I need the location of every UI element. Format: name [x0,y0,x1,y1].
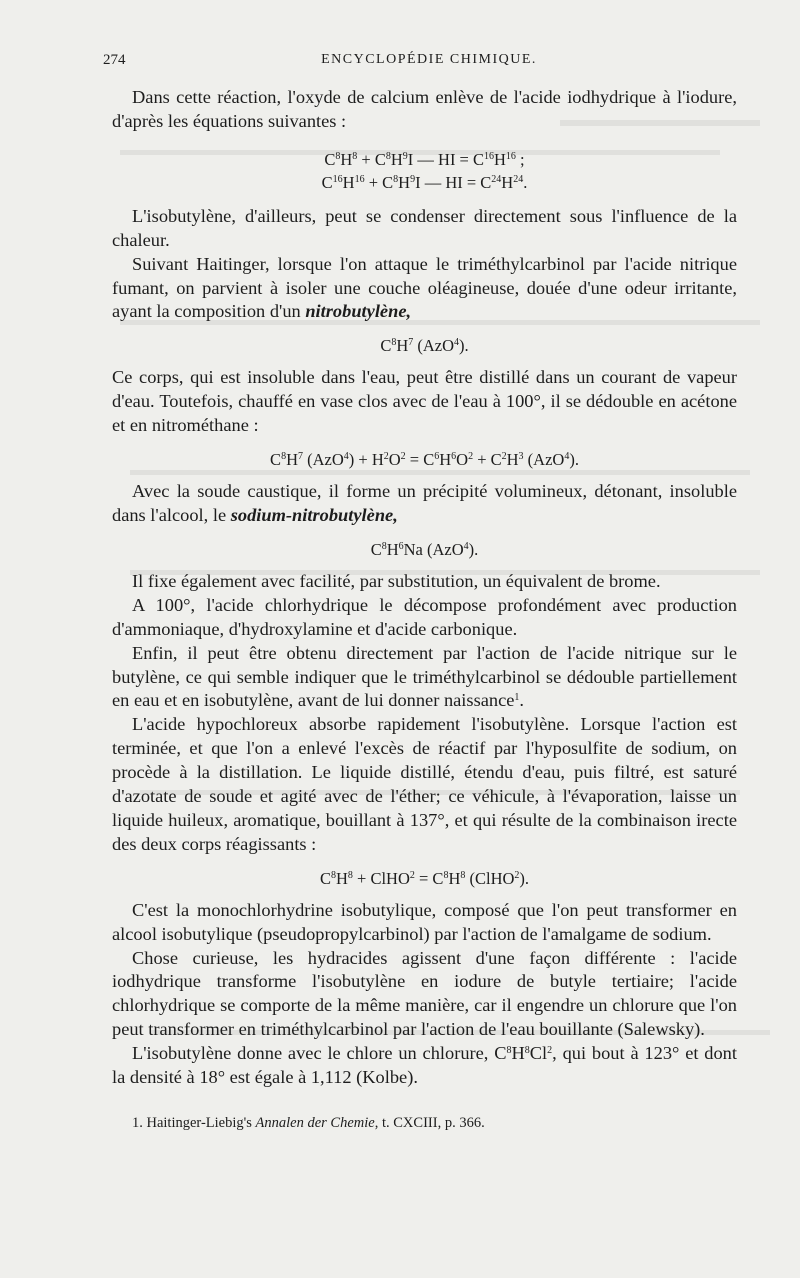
paragraph: A 100°, l'acide chlorhydrique le décompose profondément avec production d'ammoniaque, d'hydroxylamine et d'acide carbonique. [112,594,737,639]
equation: $C^8H^7$ (AzO$^4$). [380,336,469,356]
footnote: 1. Haitinger-Liebig's Annalen der Chemie, t. CXCIII, p. 366. [132,1115,485,1131]
equation: $C^8H^7$ $(AzO^4) + H^2O^2 = C^6H^6O^2 + C^2H^3$ (AzO$^4$). [270,450,579,470]
paragraph: C'est la monochlorhydrine isobutylique, composé que l'on peut transformer en alcool isobutylique (pseudopropylcarbinol) par l'action de l'amalgame de sodium. [112,899,737,944]
page-body [112,86,737,1132]
paragraph: Avec la soude caustique, il forme un précipité volumineux, détonant, insoluble dans l'alcool, le sodium-nitrobutylène, [112,481,737,525]
equation: $C^8H^8 + C^8H^9I$ — HI = $C^{16}H^{16}$ ; [324,149,525,169]
paragraph: Il fixe également avec facilité, par substitution, un équivalent de brome. [132,570,661,591]
page-number: 274 [103,52,126,68]
page-header [103,52,755,76]
paragraph: Ce corps, qui est insoluble dans l'eau, peut être distillé dans un courant de vapeur d'eau. Toutefois, chauffé en vase clos avec de l'eau à 100°, il se dédouble en acétone et en nitrométhane : [112,367,737,436]
equation: $C^{16}H^{16} + C^8H^9I$ — HI = $C^{24}H^{24}$. [321,172,528,192]
paragraph: Enfin, il peut être obtenu directement par l'action de l'acide nitrique sur le butylène, ce qui semble indiquer que le triméthylcarbinol se dédouble partiellement en eau et en isobutylène, avant de lui donner naissance$^1$. [112,642,737,711]
paragraph: L'isobutylène, d'ailleurs, peut se condenser directement sous l'influence de la chaleur. [112,205,737,250]
paragraph: L'acide hypochloreux absorbe rapidement l'isobutylène. Lorsque l'action est terminée, et que l'on a enlevé l'excès de réactif par l'hyposulfite de sodium, on procède à la distillation. Le liquide distillé, étendu d'eau, puis filtré, est saturé d'azotate de soude et agité avec de l'éther; ce véhicule, à l'évaporation, laisse un liquide huileux, aromatique, bouillant à 137°, et qui résulte de la combinaison irecte des deux corps réagissants : [112,714,737,854]
paragraph: Suivant Haitinger, lorsque l'on attaque le triméthylcarbinol par l'acide nitrique fumant, on parvient à isoler une couche oléagineuse, douée d'une odeur irritante, ayant la composition d'un nitrobutylène, [112,253,737,322]
equation: $C^8H^8$ + ClHO$^2$ = $C^8H^8$ (ClHO$^2$). [319,868,530,888]
paragraph: Dans cette réaction, l'oxyde de calcium enlève de l'acide iodhydrique à l'iodure, d'après les équations suivantes : [112,87,737,131]
equation: $C^8H^6Na$ (AzO$^4$). [370,539,479,559]
running-title: ENCYCLOPÉDIE CHIMIQUE. [321,52,537,67]
paragraph: L'isobutylène donne avec le chlore un chlorure, $C^8H^8Cl^2$, qui bout à 123° et dont la densité à 18° est égale à 1,112 (Kolbe). [112,1043,737,1088]
paragraph: Chose curieuse, les hydracides agissent d'une façon différente : l'acide iodhydrique transforme l'isobutylène en iodure de butyle tertiaire; l'acide chlorhydrique se comporte de la même manière, car il engendre un chlorure que l'on peut transformer en triméthylcarbinol par l'action de l'eau bouillante (Salewsky). [112,947,737,1040]
equation-block [112,148,737,194]
